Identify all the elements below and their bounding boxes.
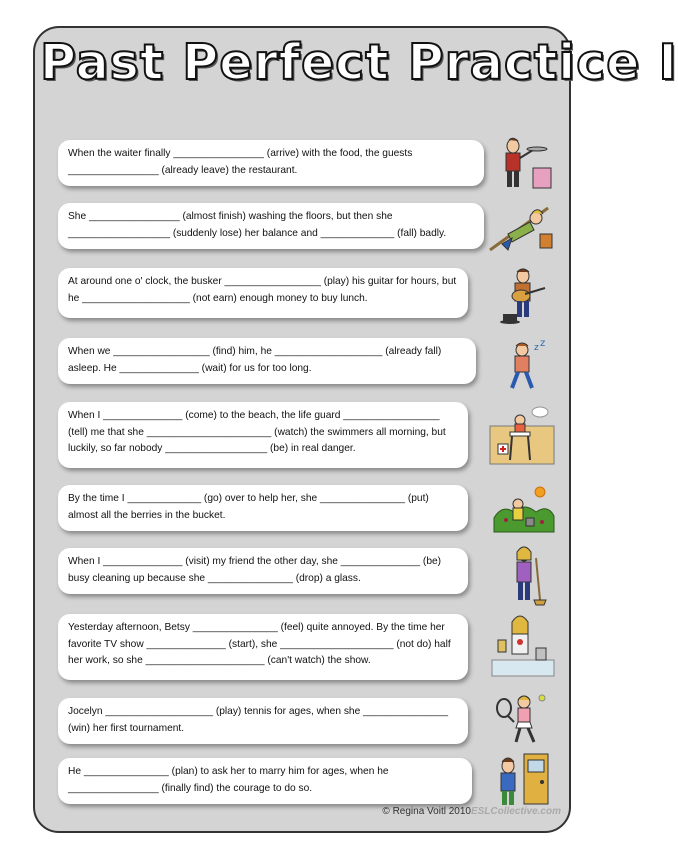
- exercise-text: When we _________________ (find) him, he ___________________ (already fall) asleep. He ______________ (wait) for us for too long.: [68, 346, 442, 374]
- exercise-box: [58, 698, 468, 744]
- exercise-box: [58, 338, 476, 384]
- sleeping-man-illustration: [498, 338, 554, 390]
- falling-woman-illustration: [488, 204, 556, 254]
- footer-credit: [382, 806, 561, 817]
- exercise-text: She ________________ (almost finish) washing the floors, but then she __________________ (suddenly lose) her balance and _____________ (fall) badly.: [68, 211, 447, 239]
- exercise-box: [58, 402, 468, 468]
- exercise-box: [58, 268, 468, 318]
- exercise-text: When I ______________ (come) to the beach, the life guard _________________ (tell) me that she ______________________ (watch) the swimmers all morning, but luckily, so far nobody __________________ (be) in real danger.: [68, 410, 446, 454]
- copyright-text: © Regina Voitl 2010: [382, 806, 471, 817]
- exercise-text: At around one o' clock, the busker _________________ (play) his guitar for hours, but he ___________________ (not earn) enough money to buy lunch.: [68, 276, 457, 304]
- exercise-box: [58, 548, 468, 594]
- page-title: Past Perfect Practice I: [40, 34, 678, 91]
- girl-with-broom-illustration: [500, 544, 552, 606]
- watermark-brand: ESLCollective.com: [470, 806, 561, 817]
- exercise-box: [58, 140, 484, 186]
- proposal-illustration: [494, 752, 554, 808]
- tennis-girl-illustration: [492, 690, 554, 746]
- exercise-box: [58, 614, 468, 680]
- exercise-box: [58, 758, 472, 804]
- waiter-illustration: [495, 136, 555, 192]
- exercise-text: When the waiter finally ________________ (arrive) with the food, the guests ________________ (already leave) the restaurant.: [68, 148, 413, 176]
- berry-picking-illustration: [492, 484, 556, 534]
- housework-girl-illustration: [490, 612, 556, 678]
- svg-text:z: z: [534, 343, 539, 353]
- exercise-box: [58, 203, 484, 249]
- busker-illustration: [497, 266, 557, 326]
- exercise-text: By the time I _____________ (go) over to help her, she _______________ (put) almost all the berries in the bucket.: [68, 493, 429, 521]
- exercise-text: He _______________ (plan) to ask her to marry him for ages, when he ________________ (finally find) the courage to do so.: [68, 766, 389, 794]
- exercise-text: Jocelyn ___________________ (play) tennis for ages, when she _______________ (win) her first tournament.: [68, 706, 449, 734]
- exercise-box: [58, 485, 468, 531]
- lifeguard-illustration: [488, 404, 556, 466]
- exercise-text: Yesterday afternoon, Betsy _______________ (feel) quite annoyed. By the time her favorite TV show ______________ (start), she ____________________ (not do) half her work, so she _____________________ (can't watch) the show.: [68, 622, 451, 666]
- svg-text:z: z: [540, 338, 546, 349]
- exercise-text: When I ______________ (visit) my friend the other day, she ______________ (be) busy cleaning up because she _______________ (drop) a glass.: [68, 556, 442, 584]
